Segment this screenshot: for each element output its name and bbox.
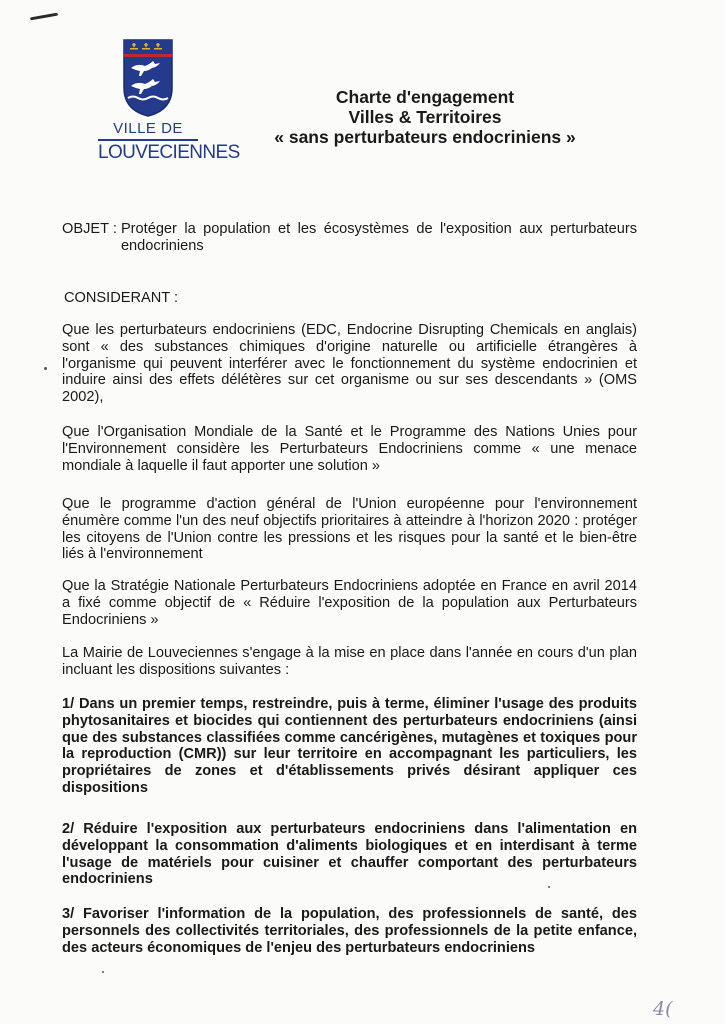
disposition-1: 1/ Dans un premier temps, restreindre, puis à terme, éliminer l'usage des produits phytosanitaires et biocides qui contiennent des perturbateurs endocriniens (ainsi que des substances classifiées comme cancérigènes, mutagènes et toxiques pour la reproduction (CMR)) sur leur territoire en accompagnant les particuliers, les propriétaires de zones et d'établissements privés désirant appliquer ces dispositions — [62, 696, 637, 796]
scan-speck — [44, 367, 47, 370]
objet-label: OBJET : — [62, 221, 121, 237]
title-line-3: « sans perturbateurs endocriniens » — [274, 127, 576, 147]
document-title — [200, 87, 650, 147]
coat-of-arms-icon — [122, 38, 174, 118]
paragraph-eu-programme: Que le programme d'action général de l'Union européenne pour l'environnement énumère comme l'un des neuf objectifs prioritaires à atteindre à l'horizon 2020 : protéger les citoyens de l'Union contre les pressions et les risques pour la santé et le bien-être liés à l'environnement — [62, 496, 637, 563]
disposition-3: 3/ Favoriser l'information de la population, des professionnels de santé, des personnels des collectivités territoriales, des professionnels de la petite enfance, des acteurs économiques de l'enjeu des perturbateurs endocriniens — [62, 906, 637, 956]
objet-section — [62, 221, 637, 255]
town-logo — [98, 38, 240, 163]
title-line-2: Villes & Territoires — [348, 107, 502, 127]
logo-text-town-name: LOUVECIENNES — [98, 139, 198, 163]
scan-speck — [548, 886, 550, 888]
considerant-heading: CONSIDERANT : — [64, 290, 179, 306]
title-line-1: Charte d'engagement — [335, 87, 515, 107]
page-number: 4( — [653, 998, 673, 1020]
scan-pen-mark — [30, 13, 58, 21]
paragraph-national-strategy: Que la Stratégie Nationale Perturbateurs Endocriniens adoptée en France en avril 2014 a fixé comme objectif de « Réduire l'exposition de la population aux Perturbateurs Endocriniens » — [62, 578, 637, 628]
paragraph-mairie-engagement: La Mairie de Louveciennes s'engage à la mise en place dans l'année en cours d'un plan incluant les dispositions suivantes : — [62, 645, 637, 678]
scan-speck — [102, 971, 104, 973]
objet-text: Protéger la population et les écosystèmes de l'exposition aux perturbateurs endocriniens — [120, 221, 637, 254]
disposition-2: 2/ Réduire l'exposition aux perturbateurs endocriniens dans l'alimentation en développant la consommation d'aliments biologiques et en interdisant à terme l'usage de matériels pour cuisiner et chauffer comportant des perturbateurs endocriniens — [62, 821, 637, 888]
paragraph-oms-definition: Que les perturbateurs endocriniens (EDC, Endocrine Disrupting Chemicals en anglais) sont « des substances chimiques d'origine naturelle ou artificielle étrangères à l'organisme qui peuvent interférer avec le fonctionnement du système endocrinien et induire ainsi des effets délétères sur cet organisme ou sur ses descendants » (OMS 2002), — [62, 322, 637, 406]
paragraph-oms-pnue: Que l'Organisation Mondiale de la Santé et le Programme des Nations Unies pour l'Environnement considère les Perturbateurs Endocriniens comme « une menace mondiale à laquelle il faut apporter une solution » — [62, 424, 637, 474]
logo-text-ville-de: VILLE DE — [113, 120, 183, 137]
